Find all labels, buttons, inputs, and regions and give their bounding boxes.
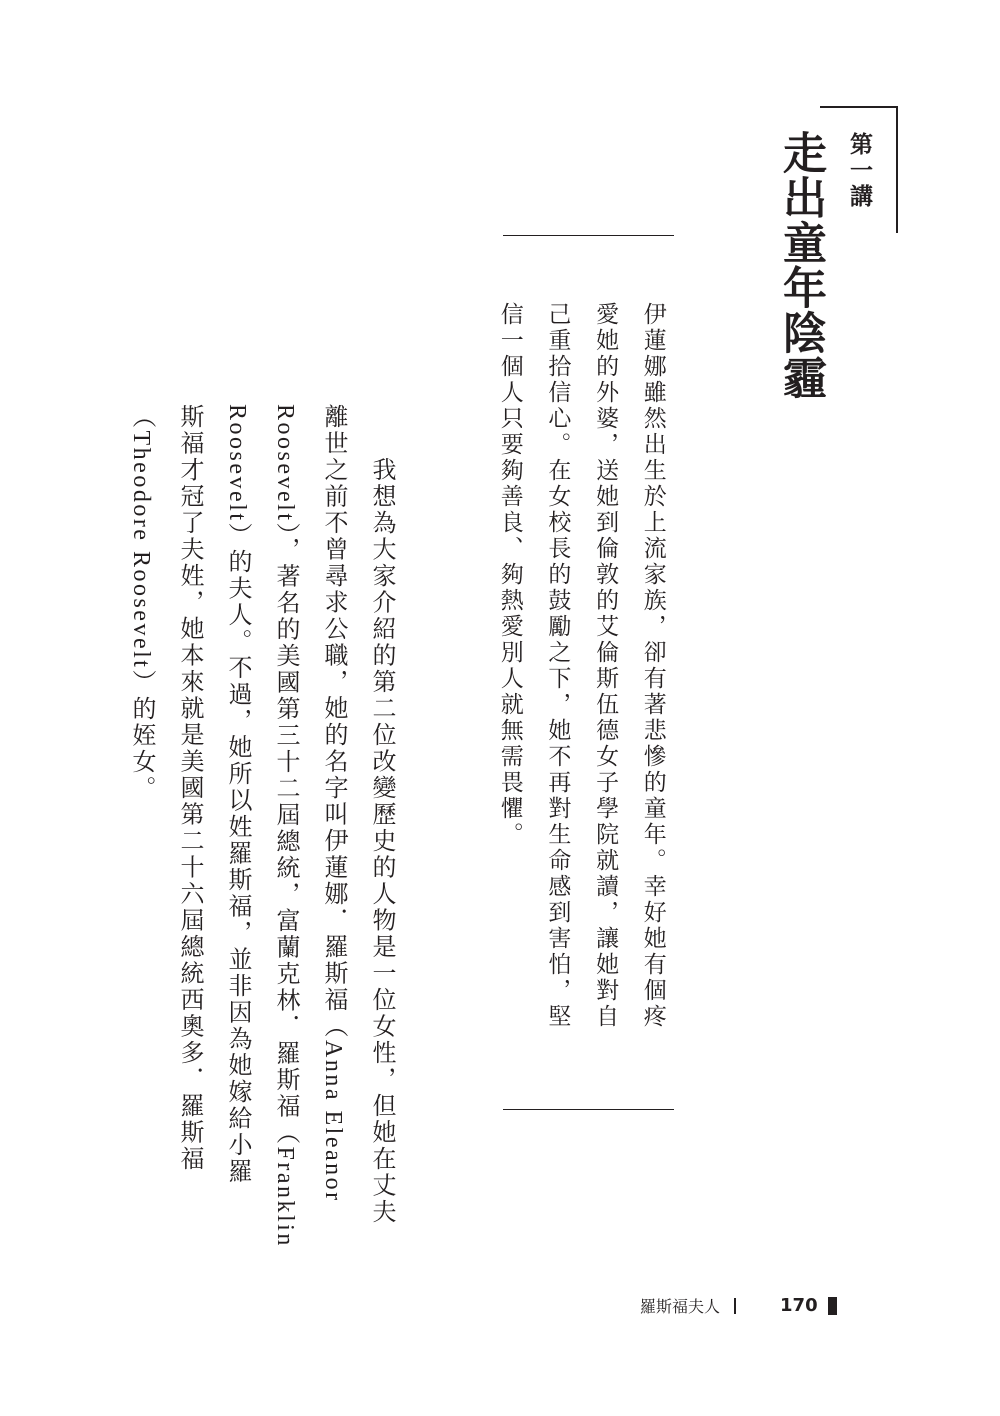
body-column: Roosevelt）的夫人。不過，她所以姓羅斯福，並非因為她嫁給小羅 xyxy=(224,404,250,1185)
body-column: Roosevelt），著名的美國第三十二屆總統，富蘭克林．羅斯福（Franklin xyxy=(272,404,298,1248)
page-footer xyxy=(640,1294,837,1317)
body-column: 我想為大家介紹的第二位改變歷史的人物是一位女性，但她在丈夫 xyxy=(368,457,394,1226)
chapter-summary xyxy=(485,302,676,1030)
summary-column: 己重拾信心。在女校長的鼓勵之下，她不再對生命感到害怕，堅 xyxy=(544,302,571,1030)
body-column: （Theodore Roosevelt）的姪女。 xyxy=(128,404,154,802)
summary-bottom-rule xyxy=(503,1109,674,1110)
body-column: 斯福才冠了夫姓，她本來就是美國第二十六屆總統西奧多．羅斯福 xyxy=(176,404,202,1173)
body-paragraph xyxy=(117,404,405,1248)
summary-column: 信一個人只要夠善良、夠熱愛別人就無需畏懼。 xyxy=(496,302,523,848)
summary-top-rule xyxy=(503,235,674,236)
chapter-corner-rule-horizontal xyxy=(820,106,898,108)
footer-separator xyxy=(734,1298,736,1314)
summary-column: 愛她的外婆，送她到倫敦的艾倫斯伍德女子學院就讀，讓她對自 xyxy=(592,302,619,1030)
summary-column: 伊蓮娜雖然出生於上流家族，卻有著悲慘的童年。幸好她有個疼 xyxy=(639,302,666,1030)
page-tab-marker xyxy=(828,1297,837,1315)
chapter-corner-rule-vertical xyxy=(896,107,898,233)
chapter-label: 第一講 xyxy=(846,132,872,210)
chapter-title: 走出童年陰霾 xyxy=(775,130,826,400)
body-column: 離世之前不曾尋求公職，她的名字叫伊蓮娜．羅斯福（Anna Eleanor xyxy=(320,404,346,1203)
running-title: 羅斯福夫人 xyxy=(640,1297,721,1316)
page-number: 170 xyxy=(780,1295,818,1316)
